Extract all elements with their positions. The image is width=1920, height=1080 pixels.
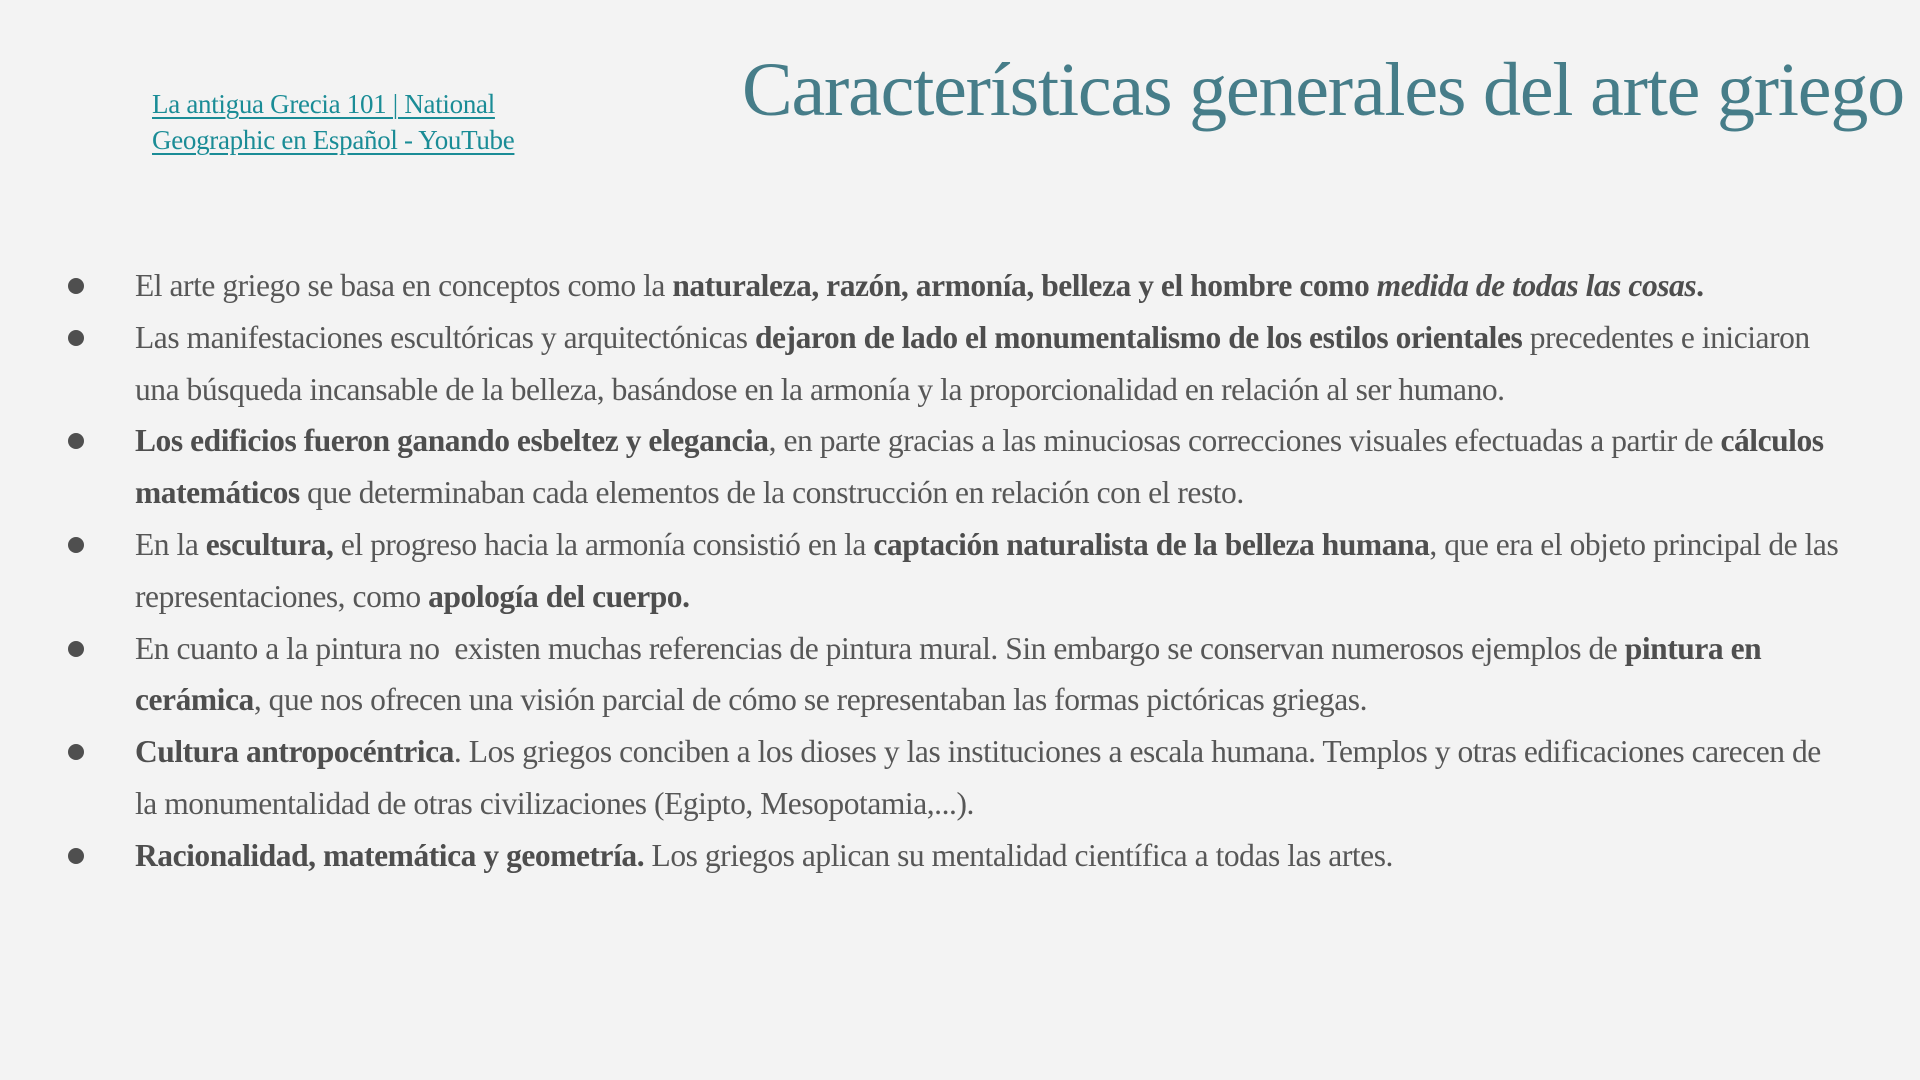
slide-title: Características generales del arte griego [742, 48, 1904, 132]
bullet-text-emphasis: Cultura antropocéntrica [135, 734, 454, 770]
bullet-icon [68, 641, 84, 657]
bullet-item [0, 260, 1920, 312]
bullet-list [0, 260, 1920, 882]
bullet-text-segment: el progreso hacia la armonía consistió en la [333, 526, 874, 562]
bullet-text-emphasis: pintura en cerámica [135, 630, 1762, 718]
bullet-icon [68, 330, 84, 346]
bullet-text-segment: , que nos ofrecen una visión parcial de cómo se representaban las formas pictóricas griegas. [253, 682, 1367, 718]
bullet-text-emphasis: captación naturalista de la belleza humana [873, 526, 1430, 562]
bullet-item [0, 830, 1920, 882]
bullet-text-segment: . Los griegos conciben a los dioses y las instituciones a escala humana. Templos y otras edificaciones carecen de la monumentalidad de otras civilizaciones (Egipto, Mesopotamia,...). [135, 734, 1821, 821]
bullet-item [0, 623, 1920, 727]
bullet-text-emphasis: Los edificios fueron ganando esbeltez y elegancia [135, 423, 769, 459]
bullet-text-segment: , en parte gracias a las minuciosas correcciones visuales efectuadas a partir de [768, 423, 1721, 459]
bullet-text-segment: El arte griego se basa en conceptos como la [135, 268, 673, 303]
bullet-item [0, 312, 1920, 416]
bullet-text-emphasis: apología del cuerpo. [428, 578, 690, 614]
bullet-icon [68, 744, 84, 760]
bullet-text-segment: Los griegos aplican su mentalidad científica a todas las artes. [644, 837, 1393, 873]
bullet-text-segment: En cuanto a la pintura no existen muchas referencias de pintura mural. Sin embargo se conservan numerosos ejemplos de [135, 630, 1625, 666]
bullet-text-segment: , que era el objeto principal de las representaciones, como [135, 526, 1839, 614]
bullet-item [0, 519, 1920, 623]
bullet-icon [68, 433, 84, 449]
bullet-icon [68, 278, 84, 294]
video-link-line-2: Geographic en Español - YouTube [152, 125, 515, 155]
bullet-icon [68, 848, 84, 864]
bullet-item [0, 415, 1920, 519]
bullet-text-emphasis: cálculos matemáticos [135, 423, 1824, 511]
video-link-line-1: La antigua Grecia 101 | National [152, 89, 495, 119]
bullet-icon [68, 537, 84, 553]
bullet-text-emphasis: . [1696, 268, 1704, 303]
bullet-text-emphasis: escultura, [205, 526, 334, 562]
bullet-text-segment: En la [135, 526, 206, 562]
bullet-text-emphasis: naturaleza, razón, armonía, belleza y el hombre como [672, 268, 1377, 303]
youtube-video-link[interactable] [152, 86, 572, 158]
bullet-text-segment: Las manifestaciones escultóricas y arquitectónicas [135, 319, 755, 355]
bullet-text-emphasis: dejaron de lado el monumentalismo de los estilos orientales [754, 319, 1523, 355]
bullet-text-emphasis-italic: medida de todas las cosas [1376, 268, 1697, 303]
bullet-text-segment: precedentes e iniciaron una búsqueda incansable de la belleza, basándose en la armonía y la proporcionalidad en relación al ser humano. [135, 319, 1810, 407]
bullet-text-segment: que determinaban cada elementos de la construcción en relación con el resto. [299, 475, 1244, 511]
bullet-item [0, 726, 1920, 830]
bullet-text-emphasis: Racionalidad, matemática y geometría. [135, 837, 645, 873]
